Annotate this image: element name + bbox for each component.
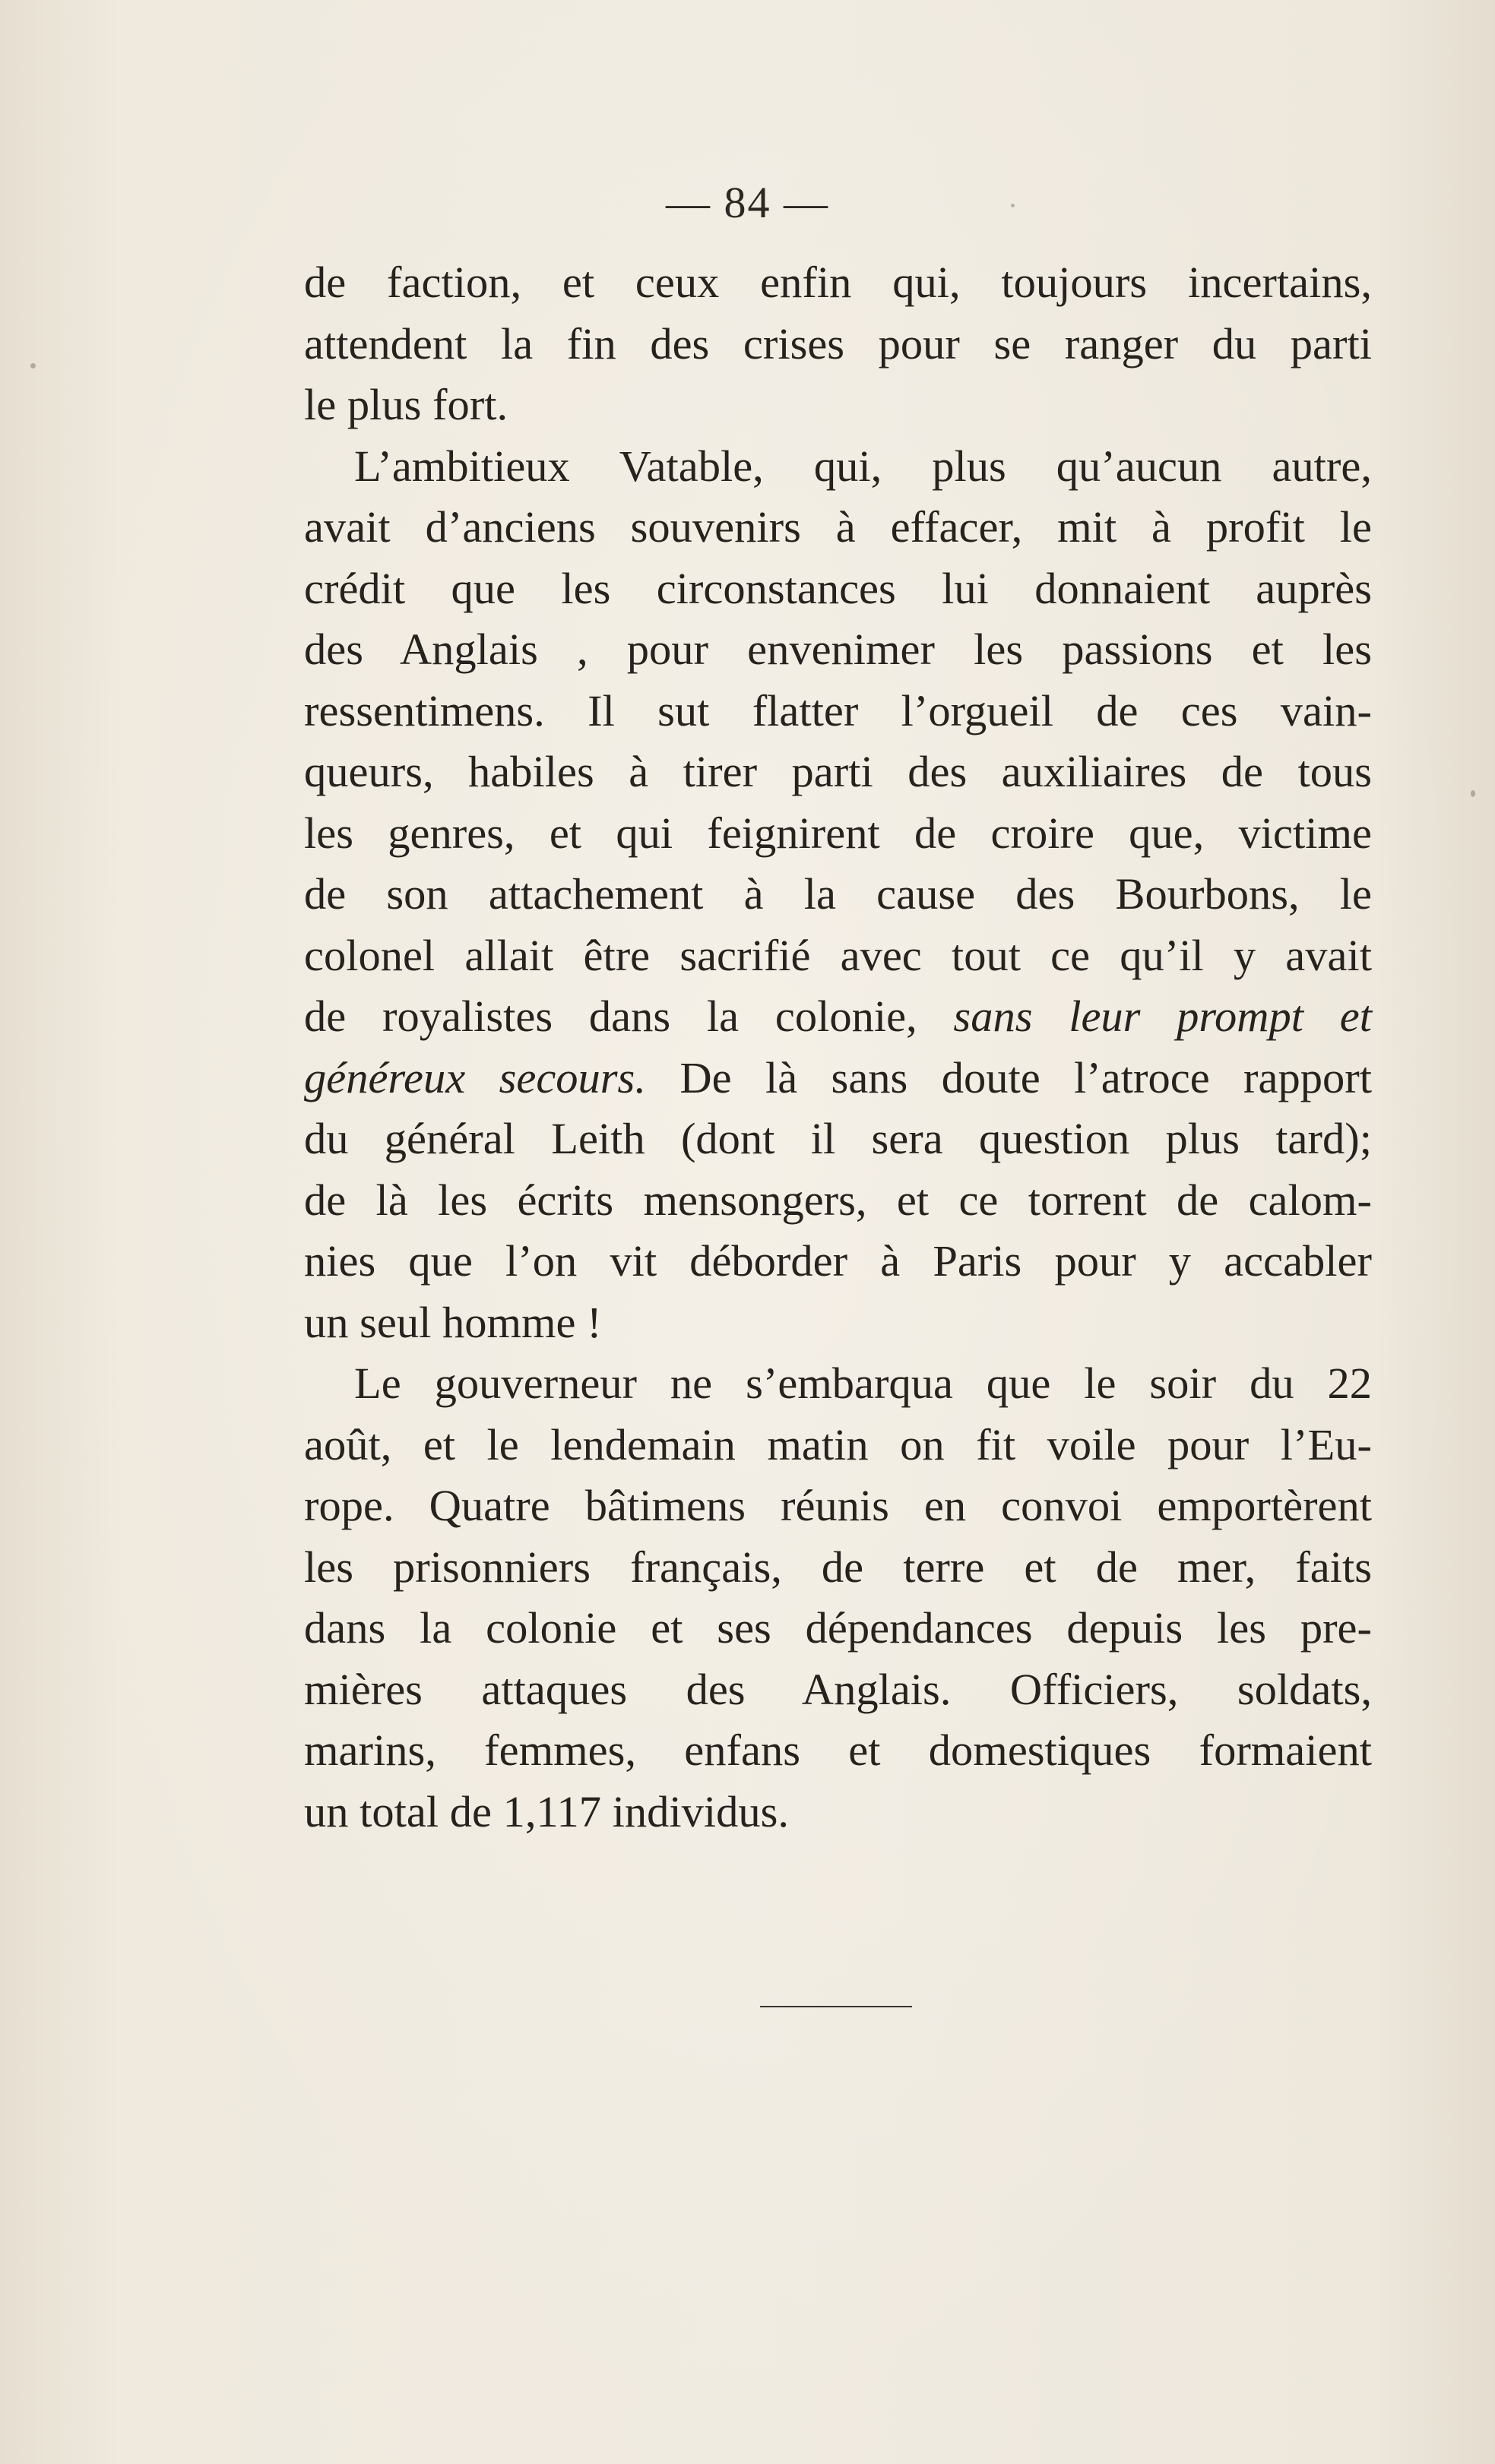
text-line: attendent la fin des crises pour se ranger du parti xyxy=(304,318,1372,368)
text-line: un total de 1,117 individus. xyxy=(304,1786,790,1836)
text-line-mixed xyxy=(304,986,1372,1048)
paragraph-3 xyxy=(304,1353,1372,1842)
text-line: queurs, habiles à tirer parti des auxiliaires de tous xyxy=(304,747,1372,796)
italic-segment: sans leur prompt et xyxy=(953,992,1372,1041)
paper-speck xyxy=(1011,204,1015,207)
end-rule xyxy=(760,2006,912,2007)
body-text xyxy=(304,252,1372,1842)
paper-speck xyxy=(30,363,36,368)
text-line: août, et le lendemain matin on fit voile pour l’Eu- xyxy=(304,1419,1372,1469)
text-line: du général Leith (dont il sera question plus tard); xyxy=(304,1114,1372,1163)
text-line: les prisonniers français, de terre et de mer, faits xyxy=(304,1542,1372,1592)
text-segment: De là sans doute l’atroce rapport xyxy=(679,1052,1372,1102)
paper-speck xyxy=(1471,790,1475,797)
text-line: colonel allait être sacrifié avec tout ce qu’il y avait xyxy=(304,930,1372,980)
text-line: les genres, et qui feignirent de croire que, victime xyxy=(304,808,1372,858)
text-line: mières attaques des Anglais. Officiers, soldats, xyxy=(304,1664,1372,1714)
text-line: marins, femmes, enfans et domestiques formaient xyxy=(304,1725,1372,1775)
text-line: nies que l’on vit déborder à Paris pour y accabler xyxy=(304,1236,1372,1286)
text-line: rope. Quatre bâtimens réunis en convoi emportèrent xyxy=(304,1481,1372,1530)
paragraph-1 xyxy=(304,252,1372,436)
text-line: de là les écrits mensongers, et ce torrent de calom- xyxy=(304,1175,1372,1225)
italic-segment: généreux secours. xyxy=(304,1052,646,1102)
text-line: avait d’anciens souvenirs à effacer, mit à profit le xyxy=(304,502,1372,552)
text-line: le plus fort. xyxy=(304,380,508,429)
text-segment: de royalistes dans la colonie, xyxy=(304,992,917,1041)
page-number: — 84 — xyxy=(666,178,829,227)
text-line: de son attachement à la cause des Bourbons, le xyxy=(304,869,1372,919)
text-line: un seul homme ! xyxy=(304,1297,602,1347)
paragraph-2 xyxy=(304,436,1372,1354)
text-line: de faction, et ceux enfin qui, toujours incertains, xyxy=(304,258,1372,307)
text-line: crédit que les circonstances lui donnaient auprès xyxy=(304,563,1372,613)
text-line-mixed xyxy=(304,1048,1372,1109)
text-line: L’ambitieux Vatable, qui, plus qu’aucun autre, xyxy=(354,441,1372,491)
text-line: Le gouverneur ne s’embarqua que le soir du 22 xyxy=(354,1359,1372,1408)
text-line: ressentimens. Il sut flatter l’orgueil de ces vain- xyxy=(304,685,1372,735)
text-line: des Anglais , pour envenimer les passions et les xyxy=(304,625,1372,674)
text-line: dans la colonie et ses dépendances depuis les pre- xyxy=(304,1603,1372,1653)
